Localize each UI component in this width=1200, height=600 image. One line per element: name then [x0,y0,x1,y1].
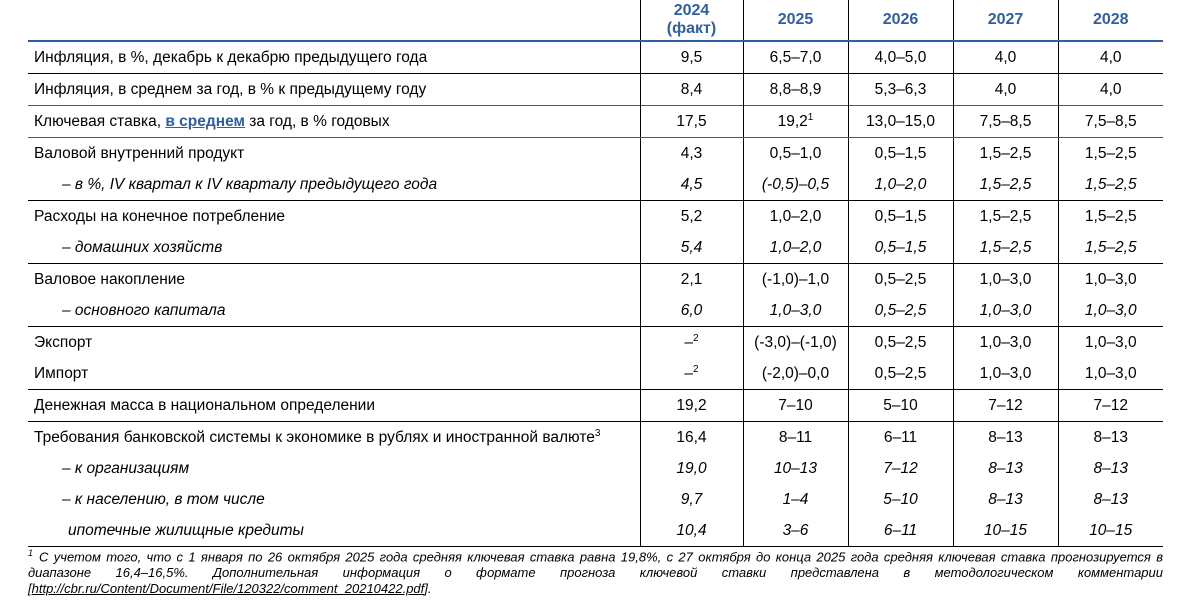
cell-2028: 4,0 [1058,74,1163,106]
table-row-sub [28,515,1163,547]
cell-2027: 8–13 [953,422,1058,454]
cell-2025: 1–4 [743,484,848,515]
cell-2027: 8–13 [953,484,1058,515]
cell-2028: 4,0 [1058,41,1163,74]
cell-2024: 4,5 [640,169,743,201]
footnote-ref-2: 2 [693,332,699,344]
table-row [28,390,1163,422]
row-label: – основного капитала [62,301,226,319]
cell-2026: 0,5–1,5 [848,201,953,233]
table-row-sub [28,232,1163,264]
table-row [28,74,1163,106]
row-label: – домашних хозяйств [62,238,223,256]
cell-2026: 13,0–15,0 [848,106,953,138]
row-label: Импорт [34,364,89,382]
row-label: Экспорт [28,327,640,359]
cell-2026: 0,5–2,5 [848,295,953,327]
claims-label: Требования банковской системы к экономике в рублях и иностранной валюте [34,428,595,446]
cell-2025-value: 19,2 [777,112,808,130]
cell-2025: 0,5–1,0 [743,138,848,170]
cell-2028: 1,0–3,0 [1058,264,1163,296]
cell-2025: (-3,0)–(-1,0) [743,327,848,359]
header-2026: 2026 [848,0,953,41]
cell-2026: 7–12 [848,453,953,484]
cell-2025: 8–11 [743,422,848,454]
cell-2026: 5–10 [848,390,953,422]
cell-2024: 9,5 [640,41,743,74]
cell-2027: 4,0 [953,74,1058,106]
table-row [28,264,1163,296]
header-2027: 2027 [953,0,1058,41]
table-row [28,201,1163,233]
cell-2026: 0,5–1,5 [848,138,953,170]
table-row [28,41,1163,74]
cell-2028: 10–15 [1058,515,1163,547]
cell-2028: 1,0–3,0 [1058,327,1163,359]
cell-2025: 6,5–7,0 [743,41,848,74]
header-2025: 2025 [743,0,848,41]
cell-2024: 4,3 [640,138,743,170]
cell-2024: 2,1 [640,264,743,296]
row-label [28,422,640,454]
cell-2027: 1,5–2,5 [953,201,1058,233]
table-header-row [28,0,1163,41]
cell-2028: 8–13 [1058,422,1163,454]
cell-2025: 10–13 [743,453,848,484]
cell-2026: 0,5–2,5 [848,264,953,296]
table-row [28,138,1163,170]
footnote-ref-2: 2 [693,363,699,375]
footnote-text: С учетом того, что с 1 января по 26 октября 2025 года средняя ключевая ставка равна 19,8%, с 27 октября до конца 2025 года средняя ключевая ставка прогнозируется в диапазоне 16,4–16,5%. Дополнительная информация о формате прогноза ключевой ставки представлена в методологическом комментарии [ [28,549,1163,597]
cell-2025: 1,0–2,0 [743,232,848,264]
in-average-link[interactable]: в среднем [165,112,245,130]
table-row [28,422,1163,454]
cell-2024: 19,2 [640,390,743,422]
cell-2024 [640,358,743,390]
cell-2027: 1,0–3,0 [953,327,1058,359]
row-label: Валовое накопление [28,264,640,296]
cell-2025: (-0,5)–0,5 [743,169,848,201]
cell-2026: 1,0–2,0 [848,169,953,201]
cell-2024 [640,327,743,359]
cell-2024: 10,4 [640,515,743,547]
cell-2028: 7,5–8,5 [1058,106,1163,138]
cell-2028: 1,5–2,5 [1058,232,1163,264]
forecast-table [28,0,1163,547]
cell-2026: 6–11 [848,422,953,454]
cell-2025: 7–10 [743,390,848,422]
row-label: – к организациям [62,459,190,477]
cell-2024: 17,5 [640,106,743,138]
row-label: ипотечные жилищные кредиты [28,515,640,547]
cell-2026: 5,3–6,3 [848,74,953,106]
table-row-sub [28,453,1163,484]
key-rate-label-post: за год, в % годовых [244,112,390,130]
cell-2024-value: – [684,333,694,351]
cell-2024: 19,0 [640,453,743,484]
table-row-sub [28,295,1163,327]
cell-2028: 7–12 [1058,390,1163,422]
cell-2024: 5,4 [640,232,743,264]
row-label: Денежная масса в национальном определении [28,390,640,422]
cell-2025: (-1,0)–1,0 [743,264,848,296]
cell-2025 [743,106,848,138]
cell-2027: 1,0–3,0 [953,264,1058,296]
cell-2025: (-2,0)–0,0 [743,358,848,390]
cell-2025: 3–6 [743,515,848,547]
cell-2028: 1,5–2,5 [1058,201,1163,233]
cell-2025: 8,8–8,9 [743,74,848,106]
cell-2027: 10–15 [953,515,1058,547]
key-rate-label-pre: Ключевая ставка, [34,112,166,130]
cell-2025: 1,0–3,0 [743,295,848,327]
cell-2026: 0,5–1,5 [848,232,953,264]
cell-2028: 1,5–2,5 [1058,169,1163,201]
cell-2027: 1,0–3,0 [953,358,1058,390]
cell-2027: 1,0–3,0 [953,295,1058,327]
cell-2024: 16,4 [640,422,743,454]
header-2028: 2028 [1058,0,1163,41]
cell-2028: 1,5–2,5 [1058,138,1163,170]
footnote [28,545,1163,597]
table-row-sub [28,484,1163,515]
cell-2028: 8–13 [1058,484,1163,515]
footnote-mark: 1 [28,548,34,558]
cell-2026: 0,5–2,5 [848,327,953,359]
cell-2027: 4,0 [953,41,1058,74]
table-row-sub [28,169,1163,201]
header-2024 [640,0,743,41]
row-label: – в %, IV квартал к IV кварталу предыдущего года [62,175,438,193]
cell-2028: 8–13 [1058,453,1163,484]
cell-2024: 9,7 [640,484,743,515]
footnote-link[interactable]: http://cbr.ru/Content/Document/File/120322/comment_20210422.pdf [31,581,425,597]
table-row [28,358,1163,390]
cell-2024: 5,2 [640,201,743,233]
table-row-key-rate [28,106,1163,138]
cell-2027: 1,5–2,5 [953,138,1058,170]
cell-2027: 8–13 [953,453,1058,484]
row-label: Инфляция, в %, декабрь к декабрю предыдущего года [34,48,428,66]
cell-2026: 5–10 [848,484,953,515]
header-2024-note: (факт) [666,20,717,37]
header-2024-year: 2024 [673,2,710,19]
cell-2026: 6–11 [848,515,953,547]
cell-2026: 4,0–5,0 [848,41,953,74]
cell-2025: 1,0–2,0 [743,201,848,233]
cell-2024: 6,0 [640,295,743,327]
cell-2024: 8,4 [640,74,743,106]
cell-2027: 1,5–2,5 [953,232,1058,264]
footnote-tail: ]. [424,581,432,597]
row-label: Валовой внутренний продукт [28,138,640,170]
row-label [28,106,640,138]
cell-2027: 7,5–8,5 [953,106,1058,138]
cell-2026: 0,5–2,5 [848,358,953,390]
cell-2027: 1,5–2,5 [953,169,1058,201]
cell-2028: 1,0–3,0 [1058,295,1163,327]
row-label: Расходы на конечное потребление [28,201,640,233]
row-label: – к населению, в том числе [62,490,265,508]
cell-2027: 7–12 [953,390,1058,422]
row-label: Инфляция, в среднем за год, в % к предыдущему году [28,74,640,106]
cell-2028: 1,0–3,0 [1058,358,1163,390]
header-label-cell [28,0,640,41]
table-row [28,327,1163,359]
cell-2024-value: – [684,364,694,382]
footnote-ref-1: 1 [807,111,814,123]
footnote-ref-3: 3 [594,427,601,439]
